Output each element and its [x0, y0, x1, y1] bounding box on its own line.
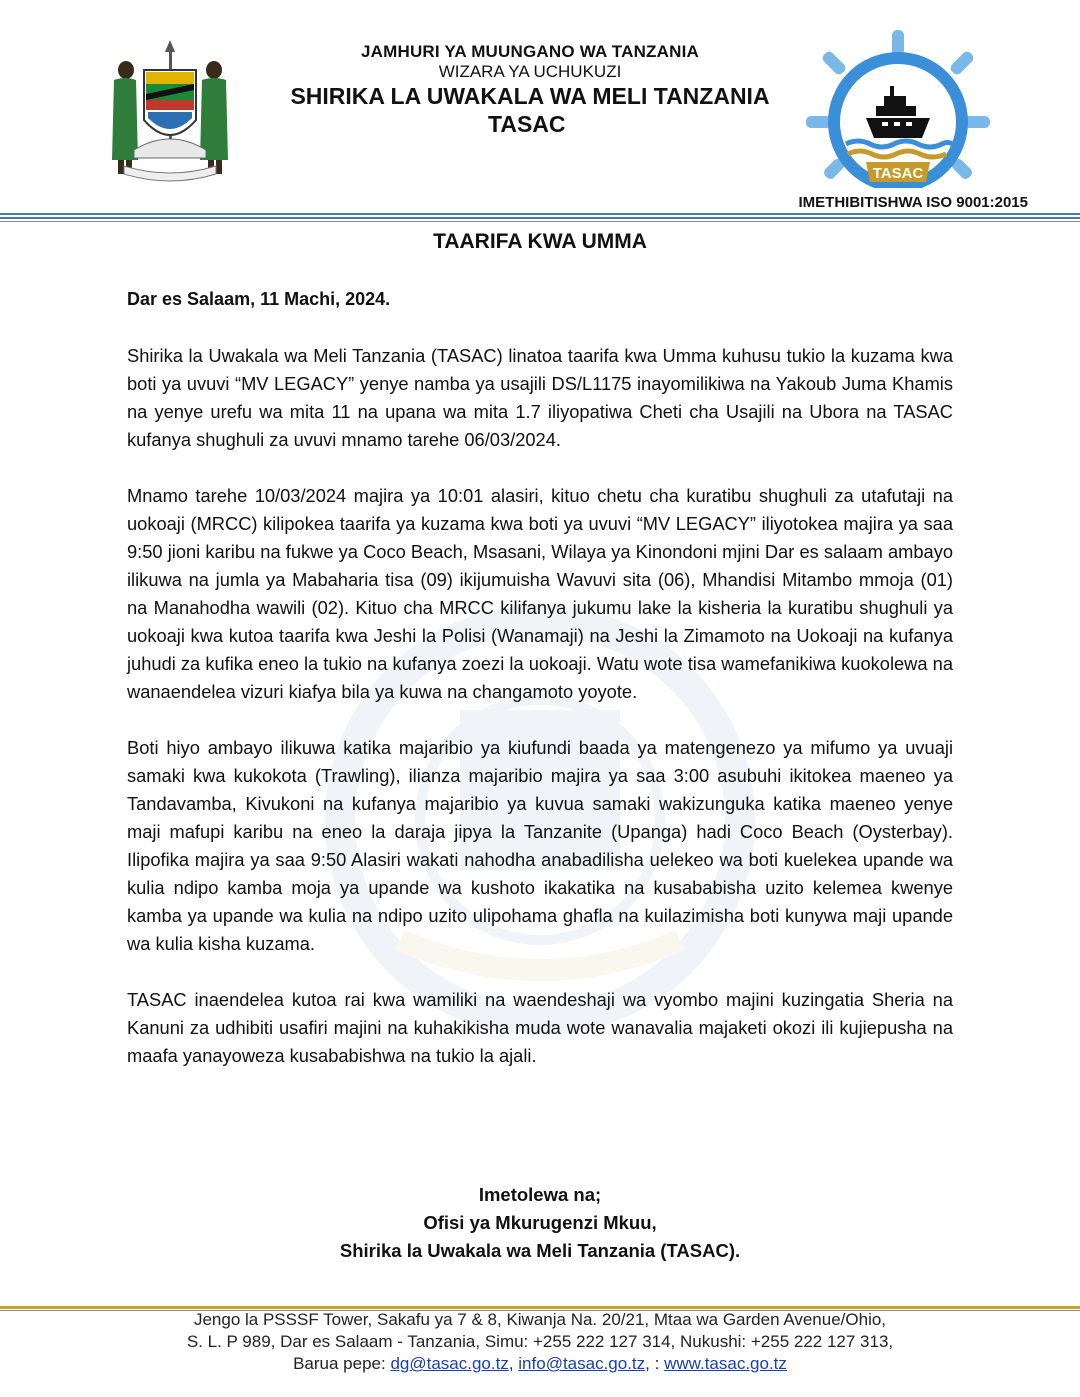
- coat-of-arms-emblem: [104, 40, 236, 186]
- separator: , :: [645, 1354, 665, 1373]
- republic-name: JAMHURI YA MUUNGANO WA TANZANIA: [360, 42, 699, 61]
- email-link-info[interactable]: info@tasac.go.tz: [518, 1354, 646, 1373]
- separator: ,: [508, 1354, 519, 1373]
- ministry-name: WIZARA YA UCHUKUZI: [438, 62, 622, 81]
- issuing-office: Ofisi ya Mkurugenzi Mkuu,: [423, 1212, 657, 1233]
- issued-by-label: Imetolewa na;: [478, 1184, 602, 1205]
- footer-email-line: [0, 1353, 1080, 1375]
- paragraph: Mnamo tarehe 10/03/2024 majira ya 10:01 alasiri, kituo chetu cha kuratibu shughuli za utafutaji na uokoaji (MRCC) kilipokea taarifa ya kuzama kwa boti ya uvuvi “MV LEGACY” iliyotokea majira ya saa 9:50 jioni karibu na fukwe ya Coco Beach, Msasani, Wilaya ya Kinondoni mjini Dar es salaam ambayo ilikuwa na jumla ya Mabaharia tisa (09) ikijumuisha Wavuvi sita (06), Mhandisi Mitambo mmoja (01) na Manahodha wawili (02). Kituo cha MRCC kilifanya jukumu lake la kisheria la kuratibu shughuli ya uokoaji kwa kutoa taarifa kwa Jeshi la Polisi (Wanamaji) na Jeshi la Zimamoto na Uokoaji na kufanya juhudi za kufika eneo la tukio na kufanya zoezi la uokoaji. Watu wote tisa wamefanikiwa kuokolewa na wanaendelea vizuri kiafya bila ya kuwa na changamoto yoyote.: [127, 485, 953, 702]
- issuing-agency: Shirika la Uwakala wa Meli Tanzania (TASAC).: [339, 1240, 741, 1261]
- website-link[interactable]: www.tasac.go.tz: [664, 1354, 787, 1373]
- paragraph: Boti hiyo ambayo ilikuwa katika majaribio ya kiufundi baada ya matengenezo ya mifumo ya uvuaji samaki kwa kukokota (Trawling), ilianza majaribio majira ya saa 3:00 asubuhi ikitokea maeneo ya Tandavamba, Kivukoni na kufanya majaribio ya kuvua samaki wakizunguka katika maeneo yenye maji mafupi karibu na eneo la daraja jipya la Tanzanite (Upanga) hadi Coco Beach (Oysterbay). Ilipofika majira ya saa 9:50 Alasiri wakati nahodha anabadilisha uelekeo wa boti kuelekea upande wa kulia ndipo kamba moja ya upande wa kushoto ikakatika na kusababisha uzito kelemea kwenye kamba ya upande wa kulia na ndipo uzito ulipohama ghafla na kuilazimisha boti kunywa maji upande wa kulia kisha kuzama.: [127, 737, 953, 954]
- footer-phone-line: S. L. P 989, Dar es Salaam - Tanzania, Simu: +255 222 127 314, Nukushi: +255 222 127 313,: [186, 1332, 894, 1351]
- signoff-block: [0, 1181, 1080, 1265]
- letterhead: [260, 42, 800, 138]
- agency-name: SHIRIKA LA UWAKALA WA MELI TANZANIA: [290, 83, 770, 109]
- agency-acronym: TASAC: [488, 111, 566, 137]
- tasac-logo: [806, 30, 990, 188]
- paragraph: TASAC inaendelea kutoa rai kwa wamiliki na waendeshaji wa vyombo majini kuzingatia Sheria na Kanuni za udhibiti usafiri majini na kuhakikisha muda wote wanavalia majaketi okozi ili kujiepusha na maafa yanayoweza kusababishwa na tukio la ajali.: [127, 989, 953, 1066]
- email-link-dg[interactable]: dg@tasac.go.tz: [390, 1354, 509, 1373]
- iso-certification: IMETHIBITISHWA ISO 9001:2015: [798, 194, 1028, 211]
- header-divider: [0, 213, 1080, 223]
- tanzania-coat-of-arms-icon: [104, 40, 236, 186]
- tasac-ship-wheel-logo-icon: [806, 30, 990, 188]
- document-body: [127, 342, 953, 1098]
- email-label: Barua pepe:: [293, 1354, 391, 1373]
- footer-address-line: Jengo la PSSSF Tower, Sakafu ya 7 & 8, Kiwanja Na. 20/21, Mtaa wa Garden Avenue/Ohio,: [193, 1310, 887, 1329]
- paragraph: Shirika la Uwakala wa Meli Tanzania (TASAC) linatoa taarifa kwa Umma kuhusu tukio la kuzama kwa boti ya uvuvi “MV LEGACY” yenye namba ya usajili DS/L1175 inayomilikiwa na Yakoub Juma Khamis na yenye urefu wa mita 11 na upana wa mita 1.7 iliyopatiwa Cheti cha Usajili na Ubora na TASAC kufanya shughuli za uvuvi mnamo tarehe 06/03/2024.: [127, 345, 953, 450]
- logo-text: TASAC: [872, 165, 924, 182]
- footer-contact: [0, 1309, 1080, 1375]
- document-title: TAARIFA KWA UMMA: [433, 230, 647, 253]
- dateline: Dar es Salaam, 11 Machi, 2024.: [127, 289, 391, 309]
